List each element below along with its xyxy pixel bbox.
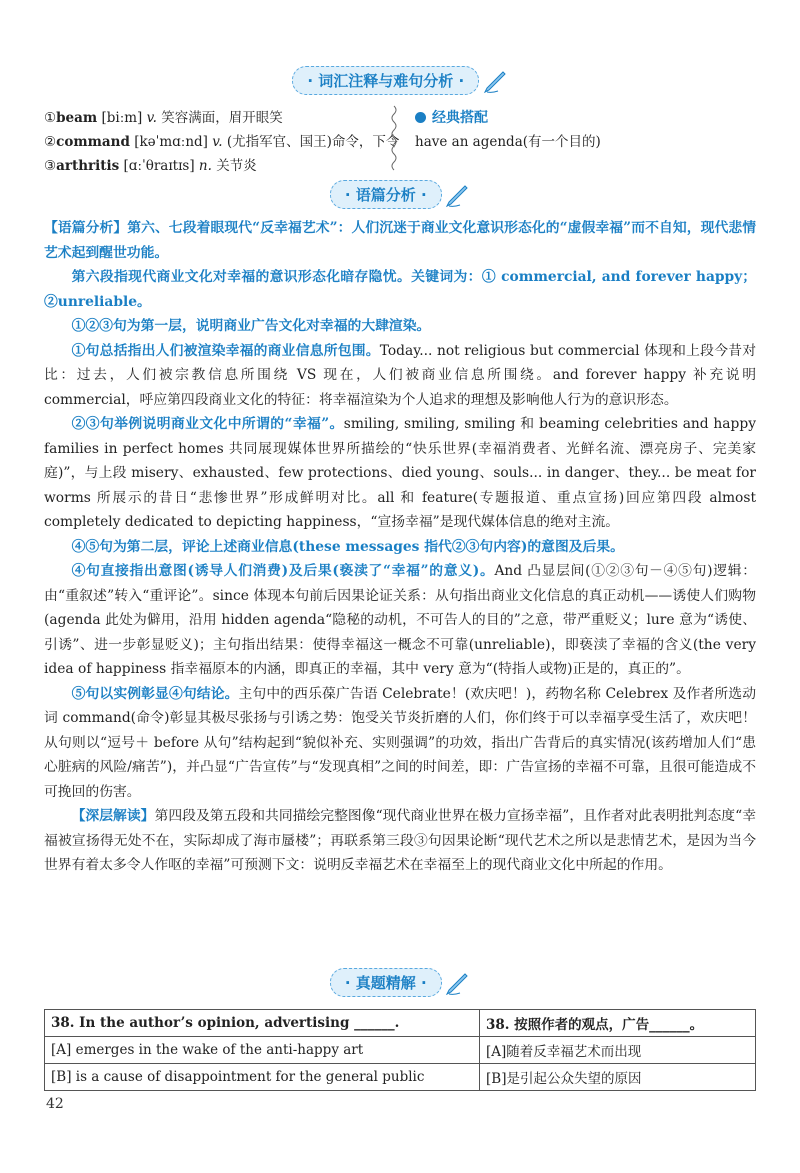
page-number: 42 [46, 1096, 64, 1112]
paragraph: ②③句举例说明商业文化中所谓的“幸福”。smiling, smiling, smiling 和 beaming celebrities and happy families in perfect homes 共同展现媒体世界所描绘的“快乐世界(幸福消费者、光鲜名流、漂亮房子、完美家庭)”，与上段 misery、exhausted、few protections、died young、souls... in danger、they... be meat for worms 所展示的昔日“悲惨世界”形成鲜明对比。all 和 feature(专题报道、重点宣扬)回应第四段 almost completely dedicated to depicting happiness，“宣扬幸福”是现代媒体信息的绝对主流。 [44, 416, 756, 530]
collocation-phrase: have an agenda(有一个目的) [415, 134, 601, 150]
pen-icon [444, 183, 470, 209]
table-row: [B] is a cause of disappointment for the general public [B]是引起公众失望的原因 [45, 1064, 756, 1091]
section-title-vocab [0, 66, 800, 95]
analysis-text [44, 216, 756, 878]
paragraph: 【深层解读】第四段及第五段和共同描绘完整图像“现代商业世界在极力宣扬幸福”，且作者对此表明批判态度“幸福被宣扬得无处不在，实际却成了海市蜃楼”；再联系第三段③句因果论断“现代艺术之所以是悲情艺术，是因为当今世界有着太多令人作呕的幸福”可预测下文：说明反幸福艺术在幸福至上的现代商业文化中所起的作用。 [44, 808, 756, 873]
bullet-dot-icon [415, 112, 426, 123]
vocab-item: ②command [kəˈmɑːnd] v. (尤指军官、国王)命令，下令 [44, 134, 400, 150]
paragraph: ⑤句以实例彰显④句结论。主句中的西乐葆广告语 Celebrate！(欢庆吧！)，药物名称 Celebrex 及作者所选动词 command(命令)彰显其极尽张扬与引诱之势：饱受关节炎折磨的人们，你们终于可以幸福享受生活了，欢庆吧！从句则以“逗号＋ before 从句”结构起到“貌似补充、实则强调”的功效，指出广告背后的真实情况(该药增加人们“患心脏病的风险/痛苦”)，并凸显“广告宣传”与“发现真相”之间的时间差，即：广告宣扬的幸福不可靠，且很可能造成不可挽回的伤害。 [44, 685, 756, 800]
section-title-analysis: · 语篇分析 · [0, 180, 800, 209]
wavy-divider [388, 104, 400, 172]
vocab-item: ③arthritis [ɑːˈθraɪtɪs] n. 关节炎 [44, 158, 257, 174]
pen-icon [482, 69, 508, 95]
collocation-box: 经典搭配 have an agenda(有一个目的) [415, 106, 601, 154]
section-title-questions: · 真题精解 · [0, 968, 800, 997]
table-row: 38. In the author’s opinion, advertising ______. 38. 按照作者的观点，广告______。 [45, 1010, 756, 1037]
paragraph: ①②③句为第一层，说明商业广告文化对幸福的大肆渲染。 [71, 318, 431, 334]
table-row: [A] emerges in the wake of the anti-happy art [A]随着反幸福艺术而出现 [45, 1037, 756, 1064]
vocab-list [44, 106, 399, 178]
paragraph: ①句总括指出人们被渲染幸福的商业信息所包围。Today... not religious but commercial 体现和上段今昔对比：过去，人们被宗教信息所围绕 VS 现在，人们被商业信息所围绕。and forever happy 补充说明 commercial，呼应第四段商业文化的特征：将幸福渲染为个人追求的理想及影响他人行为的意识形态。 [44, 342, 756, 408]
vocab-title-label: · 词汇注释与难句分析 · [292, 66, 479, 95]
paragraph: ④句直接指出意图(诱导人们消费)及后果(亵渎了“幸福”的意义)。And 凸显层间(①②③句－④⑤句)逻辑：由“重叙述”转入“重评论”。since 体现本句前后因果论证关系：从句指出商业文化信息的真正动机——诱使人们购物(agenda 此处为僻用，沿用 hidden agenda“隐秘的动机，不可告人的目的”之意，带严重贬义；lure 意为“诱使、引诱”、进一步彰显贬义)；主句指出结果：使得幸福这一概念不可靠(unreliable)，即亵渎了幸福的含义(the very idea of happiness 指幸福原本的内涵，即真正的幸福，其中 very 意为“(特指人或物)正是的，真正的”。 [44, 563, 756, 677]
question-table [44, 1009, 756, 1091]
paragraph: 第六段指现代商业文化对幸福的意识形态化暗存隐忧。关键词为：① commercial, and forever happy；②unreliable。 [44, 269, 756, 310]
paragraph: 【语篇分析】第六、七段着眼现代“反幸福艺术”：人们沉迷于商业文化意识形态化的“虚假幸福”而不自知，现代悲情艺术起到醒世功能。 [44, 220, 757, 261]
vocab-item: ①beam [biːm] v. 笑容满面，眉开眼笑 [44, 110, 283, 126]
paragraph: ④⑤句为第二层，评论上述商业信息(these messages 指代②③句内容)的意图及后果。 [71, 538, 624, 555]
pen-icon [444, 971, 470, 997]
